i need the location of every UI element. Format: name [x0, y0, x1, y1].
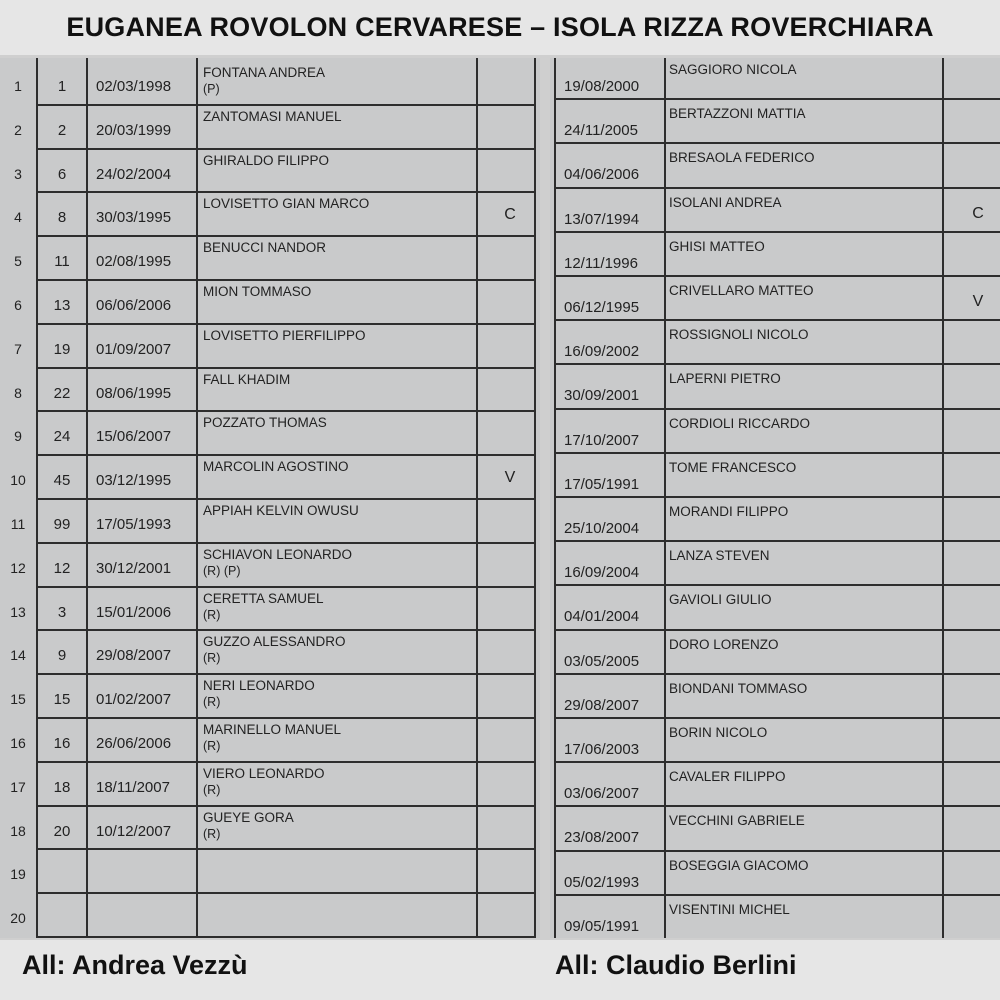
row-number: 8 [14, 384, 22, 401]
birth-date: 06/06/2006 [96, 297, 172, 314]
grid-hline [554, 363, 1000, 365]
left-coach: All: Andrea Vezzù [22, 950, 248, 980]
shirt-number: 22 [53, 384, 71, 402]
player-name: GHISI MATTEO [669, 238, 765, 254]
birth-date: 13/07/1994 [564, 210, 640, 228]
player-role: (R) [203, 739, 221, 753]
row-number: 12 [10, 559, 26, 576]
birth-date: 05/02/1993 [564, 873, 640, 891]
row-number: 3 [14, 165, 22, 182]
birth-date: 30/03/1995 [96, 209, 172, 227]
player-name: BOSEGGIA GIACOMO [669, 857, 809, 873]
player-role: (R) [203, 782, 221, 797]
birth-date: 24/11/2005 [564, 122, 638, 140]
grid-hline [36, 191, 536, 193]
shirt-number: 11 [54, 253, 70, 271]
birth-date: 29/08/2007 [96, 647, 172, 665]
birth-date: 19/08/2000 [564, 78, 640, 95]
row-number: 14 [10, 647, 26, 664]
birth-date: 03/12/1995 [96, 472, 172, 490]
player-role: (R) [203, 651, 221, 666]
grid-hline [36, 323, 536, 325]
grid-hline [554, 231, 1000, 233]
birth-date: 03/06/2007 [564, 785, 640, 803]
birth-date: 15/01/2006 [96, 603, 172, 621]
grid-hline [554, 629, 1000, 631]
player-name: VISENTINI MICHEL [669, 901, 790, 917]
player-name: CAVALER FILIPPO [669, 769, 786, 785]
grid-hline [554, 673, 1000, 675]
birth-date: 30/12/2001 [96, 559, 172, 577]
player-name: NERI LEONARDO [203, 678, 315, 694]
grid-hline [554, 408, 1000, 410]
player-name: BERTAZZONI MATTIA [669, 106, 806, 122]
shirt-number: 13 [53, 297, 71, 314]
grid-hline [554, 850, 1000, 852]
page-title: EUGANEA ROVOLON CERVARESE – ISOLA RIZZA ROVERCHIARA [0, 0, 1000, 55]
birth-date: 16/09/2004 [564, 564, 640, 582]
birth-date: 20/03/1999 [96, 121, 172, 139]
player-name: MORANDI FILIPPO [669, 504, 789, 519]
player-name: BRESAOLA FEDERICO [669, 150, 815, 166]
shirt-number: 1 [57, 78, 67, 95]
player-name: APPIAH KELVIN OWUSU [203, 503, 359, 518]
grid-hline [36, 892, 536, 894]
shirt-number: 16 [53, 735, 71, 752]
birth-date: 02/08/1995 [96, 253, 172, 271]
birth-date: 24/02/2004 [96, 165, 172, 183]
birth-date: 09/05/1991 [564, 917, 640, 935]
player-name: LOVISETTO PIERFILIPPO [203, 327, 366, 343]
birth-date: 10/12/2007 [96, 822, 172, 840]
player-name: TOME FRANCESCO [669, 459, 797, 475]
player-role: (P) [203, 82, 220, 96]
captain-mark: V [504, 469, 516, 487]
birth-date: 08/06/1995 [96, 384, 172, 402]
shirt-number: 15 [53, 691, 71, 709]
birth-date: 17/05/1991 [564, 475, 640, 493]
row-number: 11 [10, 516, 26, 532]
row-number: 2 [14, 121, 22, 138]
player-name: LANZA STEVEN [669, 548, 770, 564]
grid-hline [36, 848, 536, 850]
shirt-number: 9 [57, 647, 67, 665]
grid-hline [36, 761, 536, 763]
row-number: 5 [14, 253, 22, 270]
grid-hline [554, 319, 1000, 321]
player-name: MION TOMMASO [203, 284, 312, 299]
grid-hline [554, 584, 1000, 586]
right-team-sheet [550, 58, 1000, 938]
player-role: (R) [203, 607, 221, 622]
row-number: 13 [10, 603, 26, 620]
row-number: 18 [10, 822, 26, 839]
grid-hline [36, 542, 536, 544]
birth-date: 25/10/2004 [564, 520, 640, 537]
row-number: 19 [10, 866, 26, 883]
row-number: 17 [10, 778, 26, 795]
right-coach: All: Claudio Berlini [555, 950, 797, 980]
birth-date: 23/08/2007 [564, 829, 640, 847]
grid-hline [36, 586, 536, 588]
grid-hline [554, 805, 1000, 807]
grid-hline [36, 454, 536, 456]
player-name: GAVIOLI GIULIO [669, 592, 772, 608]
shirt-number: 18 [53, 778, 71, 796]
birth-date: 15/06/2007 [96, 428, 172, 446]
row-number: 4 [14, 209, 22, 226]
player-role: (R) [203, 826, 221, 841]
row-number: 1 [14, 78, 22, 94]
birth-date: 03/05/2005 [564, 652, 640, 670]
grid-hline [36, 235, 536, 237]
grid-hline [554, 187, 1000, 189]
birth-date: 17/06/2003 [564, 741, 640, 758]
birth-date: 04/01/2004 [564, 608, 640, 626]
player-name: SCHIAVON LEONARDO [203, 546, 353, 562]
grid-hline [554, 540, 1000, 542]
player-name: CERETTA SAMUEL [203, 590, 324, 606]
player-name: CRIVELLARO MATTEO [669, 283, 814, 298]
player-name: GUEYE GORA [203, 809, 294, 825]
grid-hline [36, 805, 536, 807]
shirt-number: 19 [53, 340, 71, 358]
grid-hline [554, 98, 1000, 100]
player-name: ISOLANI ANDREA [669, 194, 782, 210]
captain-mark: C [504, 206, 516, 224]
grid-hline [36, 367, 536, 369]
grid-hline [554, 142, 1000, 144]
birth-date: 26/06/2006 [96, 735, 172, 752]
birth-date: 06/12/1995 [564, 299, 640, 316]
row-number: 20 [10, 910, 26, 927]
row-number: 15 [10, 691, 26, 708]
grid-hline [554, 761, 1000, 763]
player-name: MARINELLO MANUEL [203, 722, 342, 737]
grid-hline [36, 936, 536, 938]
shirt-number: 20 [53, 822, 71, 840]
shirt-number: 12 [53, 559, 71, 577]
player-role: (R) [203, 695, 221, 710]
row-number: 9 [14, 428, 22, 445]
player-name: ROSSIGNOLI NICOLO [669, 327, 809, 343]
row-number: 10 [10, 472, 26, 489]
shirt-number: 24 [53, 428, 71, 446]
grid-hline [554, 894, 1000, 896]
birth-date: 17/10/2007 [564, 431, 640, 449]
player-name: ZANTOMASI MANUEL [203, 108, 342, 124]
captain-mark: C [972, 204, 984, 222]
birth-date: 17/05/1993 [96, 516, 172, 533]
player-name: GUZZO ALESSANDRO [203, 634, 346, 650]
birth-date: 02/03/1998 [96, 78, 172, 95]
player-name: DORO LORENZO [669, 636, 779, 652]
player-name: FONTANA ANDREA [203, 65, 326, 80]
birth-date: 01/02/2007 [96, 691, 172, 709]
player-name: CORDIOLI RICCARDO [669, 415, 811, 431]
player-name: POZZATO THOMAS [203, 415, 327, 431]
player-name: VECCHINI GABRIELE [669, 813, 805, 829]
captain-mark: V [972, 293, 984, 310]
player-name: LAPERNI PIETRO [669, 371, 781, 387]
player-name: FALL KHADIM [203, 371, 291, 387]
birth-date: 16/09/2002 [564, 343, 640, 361]
player-name: VIERO LEONARDO [203, 765, 325, 781]
shirt-number: 2 [57, 121, 67, 139]
grid-hline [36, 629, 536, 631]
birth-date: 18/11/2007 [96, 778, 170, 796]
shirt-number: 6 [57, 165, 67, 183]
shirt-number: 45 [53, 472, 71, 490]
grid-hline [36, 104, 536, 106]
shirt-number: 3 [57, 603, 67, 621]
player-name: LOVISETTO GIAN MARCO [203, 196, 370, 212]
grid-hline [36, 410, 536, 412]
player-name: BENUCCI NANDOR [203, 240, 327, 256]
grid-hline [36, 279, 536, 281]
birth-date: 30/09/2001 [564, 387, 640, 405]
left-team-sheet [0, 58, 540, 938]
grid-hline [554, 496, 1000, 498]
birth-date: 29/08/2007 [564, 696, 640, 714]
player-name: GHIRALDO FILIPPO [203, 152, 330, 168]
player-name: SAGGIORO NICOLA [669, 62, 797, 77]
birth-date: 04/06/2006 [564, 166, 640, 184]
player-role: (R) (P) [203, 563, 241, 578]
birth-date: 12/11/1996 [564, 254, 638, 272]
grid-hline [36, 673, 536, 675]
grid-hline [36, 148, 536, 150]
shirt-number: 8 [57, 209, 67, 227]
player-name: MARCOLIN AGOSTINO [203, 459, 349, 475]
birth-date: 01/09/2007 [96, 340, 172, 358]
grid-hline [554, 452, 1000, 454]
shirt-number: 99 [53, 516, 71, 533]
player-name: BIONDANI TOMMASO [669, 680, 808, 696]
row-number: 16 [10, 735, 26, 751]
row-number: 7 [14, 340, 22, 357]
grid-hline [36, 717, 536, 719]
grid-hline [554, 275, 1000, 277]
grid-hline [554, 717, 1000, 719]
row-number: 6 [14, 297, 22, 313]
player-name: BORIN NICOLO [669, 725, 768, 740]
grid-hline [36, 498, 536, 500]
